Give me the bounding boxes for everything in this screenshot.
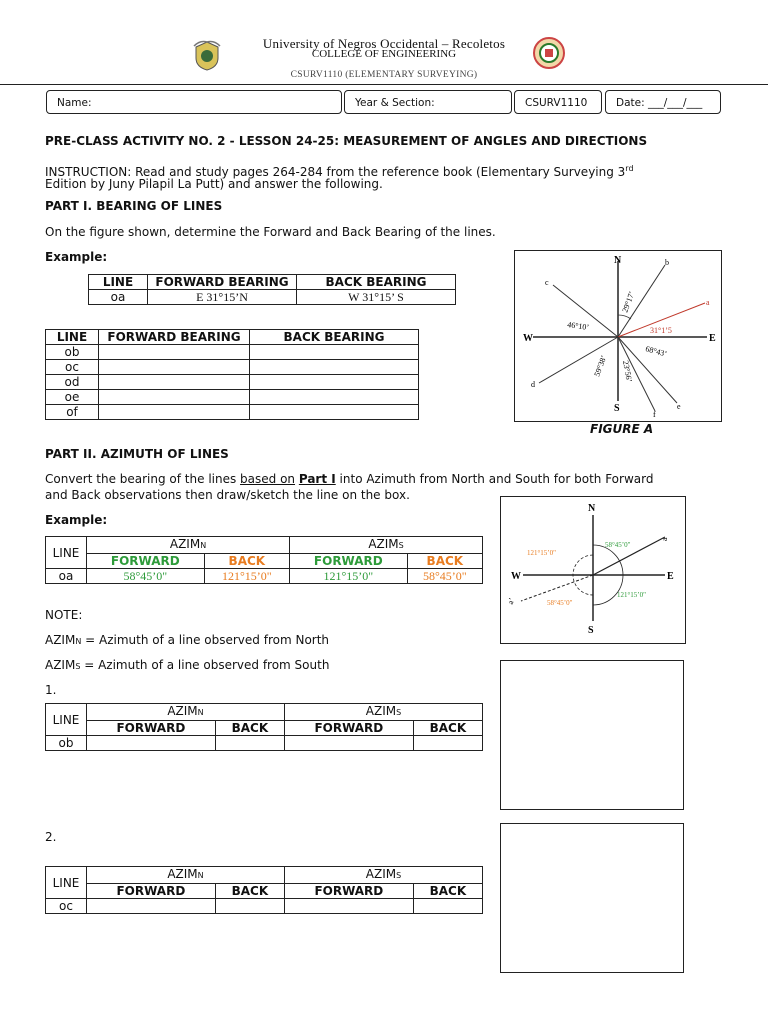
- forward-input[interactable]: [99, 360, 250, 375]
- question-1-label: 1.: [45, 683, 57, 697]
- header-line: LINE: [46, 537, 87, 569]
- header-forward-bearing: FORWARD BEARING: [99, 330, 250, 345]
- header-forward: FORWARD: [284, 721, 413, 736]
- header-divider: [0, 84, 768, 85]
- note-azim-s: AZIMS = Azimuth of a line observed from South: [45, 658, 330, 672]
- angle-46-10: 46°10’: [566, 320, 590, 333]
- fig-b-angle-2: 121°15’0": [527, 549, 556, 557]
- example-forward: E 31°15’N: [148, 290, 297, 305]
- header-line: LINE: [89, 275, 148, 290]
- figure-a-box: [514, 250, 722, 422]
- azimuth-example-box: [500, 496, 686, 644]
- header-forward-bearing: FORWARD BEARING: [148, 275, 297, 290]
- answer-cell[interactable]: [413, 899, 482, 914]
- point-f: f: [653, 410, 656, 419]
- part2-example-label: Example:: [45, 513, 108, 527]
- question-1-table: [45, 703, 483, 751]
- question-2-label: 2.: [45, 830, 57, 844]
- example-azim-n-forward: 58°45’0": [87, 569, 205, 584]
- activity-title: PRE-CLASS ACTIVITY NO. 2 - LESSON 24-25: MEASUREMENT OF ANGLES AND DIRECTIONS: [45, 134, 648, 148]
- part2-heading: PART II. AZIMUTH OF LINES: [45, 447, 229, 461]
- line-ob: ob: [46, 345, 99, 360]
- course-code-box: CSURV1110: [514, 90, 602, 114]
- header-forward: FORWARD: [290, 554, 408, 569]
- angle-29-17: 29°17’: [620, 290, 637, 314]
- header-azim-n: AZIMN: [87, 537, 290, 554]
- forward-input[interactable]: [99, 375, 250, 390]
- header-azim-s: AZIMS: [284, 867, 482, 884]
- header-forward: FORWARD: [87, 554, 205, 569]
- back-input[interactable]: [250, 375, 419, 390]
- part1-example-label: Example:: [45, 250, 108, 264]
- header-back: BACK: [407, 554, 482, 569]
- header-back: BACK: [215, 884, 284, 899]
- note-azim-n: AZIMN = Azimuth of a line observed from North: [45, 633, 330, 647]
- header-azim-s: AZIMS: [290, 537, 483, 554]
- part1-heading: PART I. BEARING OF LINES: [45, 199, 223, 213]
- point-b: b: [665, 258, 669, 267]
- header-back-bearing: BACK BEARING: [297, 275, 456, 290]
- fig-b-angle-4: 58°45’0": [547, 599, 573, 607]
- angle-31-15: 31°1’5: [650, 326, 672, 335]
- angle-23-56: 23°56’: [621, 359, 634, 383]
- fig-b-point-a-prime: a’: [505, 596, 517, 606]
- point-d: d: [531, 380, 535, 389]
- header-azim-n: AZIMN: [87, 704, 285, 721]
- example-line: oa: [89, 290, 148, 305]
- college-name: COLLEGE OF ENGINEERING: [311, 48, 457, 60]
- line-ob: ob: [46, 736, 87, 751]
- azimuth-example-diagram: [501, 497, 685, 643]
- answer-cell[interactable]: [413, 736, 482, 751]
- answer-cell[interactable]: [284, 899, 413, 914]
- header-forward: FORWARD: [87, 721, 216, 736]
- forward-input[interactable]: [99, 405, 250, 420]
- line-od: od: [46, 375, 99, 390]
- header-back-bearing: BACK BEARING: [250, 330, 419, 345]
- instruction-line-1: INSTRUCTION: Read and study pages 264-284 from the reference book (Elementary Surveying 3rd: [45, 164, 634, 179]
- back-input[interactable]: [250, 405, 419, 420]
- figure-a-diagram: [515, 251, 721, 421]
- university-name: University of Negros Occidental – Recoletos: [262, 36, 506, 51]
- point-e: e: [677, 402, 681, 411]
- fig-a-west: W: [523, 333, 533, 344]
- line-oc: oc: [46, 899, 87, 914]
- header-back: BACK: [204, 554, 289, 569]
- fig-b-north: N: [588, 503, 596, 514]
- fig-b-west: W: [511, 571, 521, 582]
- header-line: LINE: [46, 704, 87, 736]
- note-label: NOTE:: [45, 608, 83, 622]
- instruction-line-2: Edition by Juny Pilapil La Putt) and answer the following.: [45, 177, 383, 191]
- example-line: oa: [46, 569, 87, 584]
- header-back: BACK: [413, 884, 482, 899]
- answer-cell[interactable]: [215, 899, 284, 914]
- header-azim-s: AZIMS: [284, 704, 482, 721]
- part1-example-table: [88, 274, 456, 305]
- year-section-field[interactable]: Year & Section:: [344, 90, 512, 114]
- header-line: LINE: [46, 867, 87, 899]
- sketch-box-1[interactable]: [500, 660, 684, 810]
- line-oe: oe: [46, 390, 99, 405]
- course-title: CSURV1110 (ELEMENTARY SURVEYING): [290, 70, 478, 80]
- fig-b-south: S: [588, 625, 594, 636]
- answer-cell[interactable]: [215, 736, 284, 751]
- fig-b-point-a: a: [660, 537, 669, 541]
- date-field[interactable]: Date: ___/___/___: [605, 90, 721, 114]
- angle-68-43: 68°43’: [644, 344, 668, 359]
- answer-cell[interactable]: [284, 736, 413, 751]
- header-azim-n: AZIMN: [87, 867, 285, 884]
- example-azim-s-back: 58°45’0": [407, 569, 482, 584]
- line-oc: oc: [46, 360, 99, 375]
- forward-input[interactable]: [99, 345, 250, 360]
- question-2-table: [45, 866, 483, 914]
- part2-example-table: [45, 536, 483, 584]
- fig-a-north: N: [614, 255, 622, 266]
- fig-a-south: S: [614, 403, 620, 414]
- college-logo-icon: [530, 36, 568, 70]
- part2-text-2: and Back observations then draw/sketch the line on the box.: [45, 488, 410, 502]
- example-azim-n-back: 121°15’0": [204, 569, 289, 584]
- header-forward: FORWARD: [87, 884, 216, 899]
- point-c: c: [545, 278, 549, 287]
- fig-a-east: E: [709, 333, 716, 344]
- part2-text-1: Convert the bearing of the lines based on Part I into Azimuth from North and South for both Forward: [45, 472, 654, 486]
- figure-a-caption: FIGURE A: [590, 422, 654, 436]
- sketch-box-2[interactable]: [500, 823, 684, 973]
- fig-b-angle-1: 58°45’0": [605, 541, 631, 549]
- fig-b-east: E: [667, 571, 674, 582]
- line-of: of: [46, 405, 99, 420]
- header-back: BACK: [215, 721, 284, 736]
- answer-cell[interactable]: [87, 899, 216, 914]
- header-back: BACK: [413, 721, 482, 736]
- back-input[interactable]: [250, 345, 419, 360]
- example-azim-s-forward: 121°15’0": [290, 569, 408, 584]
- answer-cell[interactable]: [87, 736, 216, 751]
- angle-59-38: 59°38’: [592, 354, 609, 378]
- example-back: W 31°15’ S: [297, 290, 456, 305]
- part1-answer-table: [45, 329, 419, 420]
- header-line: LINE: [46, 330, 99, 345]
- back-input[interactable]: [250, 390, 419, 405]
- name-field[interactable]: Name:: [46, 90, 342, 114]
- fig-b-angle-3: 121°15’0": [617, 591, 646, 599]
- part1-text: On the figure shown, determine the Forward and Back Bearing of the lines.: [45, 225, 496, 239]
- header-forward: FORWARD: [284, 884, 413, 899]
- point-a: a: [706, 298, 710, 307]
- forward-input[interactable]: [99, 390, 250, 405]
- back-input[interactable]: [250, 360, 419, 375]
